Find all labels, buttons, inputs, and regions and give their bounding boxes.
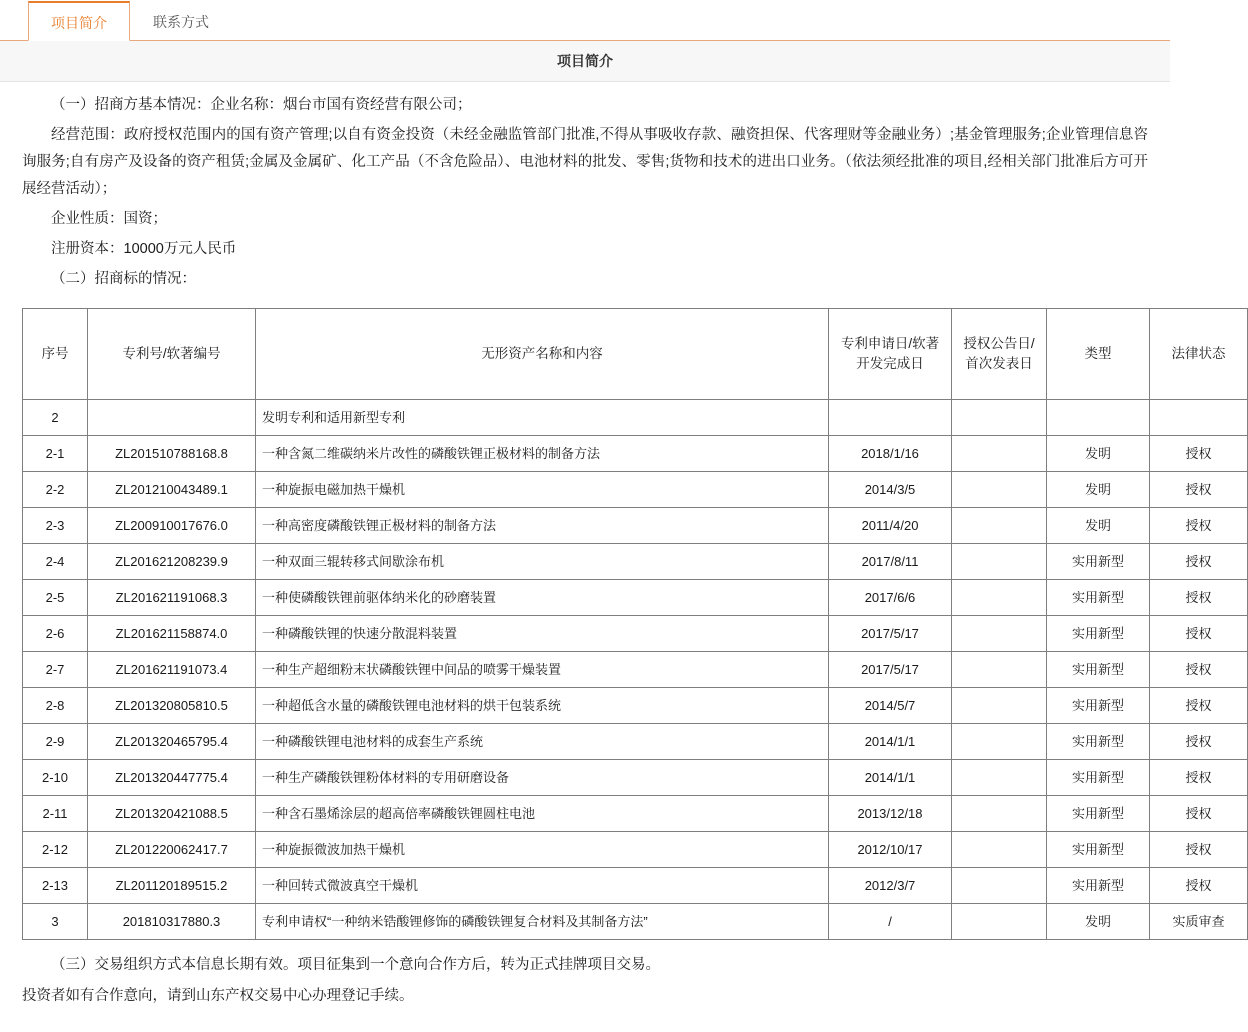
cell-status xyxy=(1150,400,1248,436)
table-row xyxy=(23,904,1248,940)
cell-type: 实用新型 xyxy=(1047,724,1150,760)
tab-project-intro-label: 项目简介 xyxy=(51,15,107,31)
cell-apply-date: 2012/3/7 xyxy=(829,868,952,904)
tab-project-intro[interactable] xyxy=(28,1,130,41)
cell-patent-number: ZL201621158874.0 xyxy=(88,616,256,652)
cell-patent-number xyxy=(88,400,256,436)
cell-type: 实用新型 xyxy=(1047,796,1150,832)
patent-table-body xyxy=(23,400,1248,940)
cell-no: 2-13 xyxy=(23,868,88,904)
intro-paragraph-5: （二）招商标的情况： xyxy=(51,271,196,287)
cell-status: 授权 xyxy=(1150,724,1248,760)
table-row xyxy=(23,580,1248,616)
cell-no: 2-7 xyxy=(23,652,88,688)
col-header-publish-date: 授权公告日/首次发表日 xyxy=(952,309,1047,400)
cell-type: 实用新型 xyxy=(1047,544,1150,580)
cell-asset-name: 一种生产磷酸铁锂粉体材料的专用研磨设备 xyxy=(256,760,829,796)
cell-patent-number: ZL201320465795.4 xyxy=(88,724,256,760)
cell-no: 3 xyxy=(23,904,88,940)
cell-type: 发明 xyxy=(1047,436,1150,472)
tab-bar xyxy=(0,0,1170,41)
cell-status: 授权 xyxy=(1150,796,1248,832)
cell-no: 2-8 xyxy=(23,688,88,724)
cell-publish-date xyxy=(952,796,1047,832)
cell-patent-number: ZL201220062417.7 xyxy=(88,832,256,868)
footer-body xyxy=(0,940,1170,1032)
cell-apply-date: 2012/10/17 xyxy=(829,832,952,868)
cell-asset-name: 一种回转式微波真空干燥机 xyxy=(256,868,829,904)
section-title: 项目简介 xyxy=(0,41,1170,82)
cell-status: 授权 xyxy=(1150,832,1248,868)
table-row xyxy=(23,472,1248,508)
cell-apply-date: 2017/6/6 xyxy=(829,580,952,616)
cell-type xyxy=(1047,400,1150,436)
intro-body xyxy=(0,82,1170,302)
col-header-apply-date: 专利申请日/软著开发完成日 xyxy=(829,309,952,400)
cell-asset-name: 一种使磷酸铁锂前驱体纳米化的砂磨装置 xyxy=(256,580,829,616)
cell-publish-date xyxy=(952,832,1047,868)
cell-no: 2-1 xyxy=(23,436,88,472)
cell-publish-date xyxy=(952,904,1047,940)
cell-apply-date: / xyxy=(829,904,952,940)
cell-asset-name: 一种超低含水量的磷酸铁锂电池材料的烘干包装系统 xyxy=(256,688,829,724)
table-row xyxy=(23,868,1248,904)
cell-publish-date xyxy=(952,544,1047,580)
cell-status: 授权 xyxy=(1150,688,1248,724)
cell-apply-date: 2011/4/20 xyxy=(829,508,952,544)
cell-status: 实质审查 xyxy=(1150,904,1248,940)
cell-patent-number: ZL201320421088.5 xyxy=(88,796,256,832)
patent-table-header xyxy=(23,309,1248,400)
table-row xyxy=(23,832,1248,868)
cell-patent-number: ZL201320805810.5 xyxy=(88,688,256,724)
cell-asset-name: 一种含氮二维碳纳米片改性的磷酸铁锂正极材料的制备方法 xyxy=(256,436,829,472)
cell-no: 2-6 xyxy=(23,616,88,652)
cell-publish-date xyxy=(952,400,1047,436)
table-row xyxy=(23,616,1248,652)
cell-no: 2-12 xyxy=(23,832,88,868)
cell-asset-name: 发明专利和适用新型专利 xyxy=(256,400,829,436)
cell-no: 2-11 xyxy=(23,796,88,832)
cell-publish-date xyxy=(952,652,1047,688)
table-row xyxy=(23,436,1248,472)
cell-type: 实用新型 xyxy=(1047,580,1150,616)
cell-type: 实用新型 xyxy=(1047,652,1150,688)
cell-asset-name: 一种旋振电磁加热干燥机 xyxy=(256,472,829,508)
cell-status: 授权 xyxy=(1150,580,1248,616)
cell-type: 实用新型 xyxy=(1047,832,1150,868)
patent-table-wrapper xyxy=(0,302,1226,940)
cell-patent-number: ZL201510788168.8 xyxy=(88,436,256,472)
cell-publish-date xyxy=(952,760,1047,796)
footer-paragraph-2: 投资者如有合作意向，请到山东产权交易中心办理登记手续。 xyxy=(22,988,414,1004)
cell-no: 2-2 xyxy=(23,472,88,508)
cell-patent-number: ZL201120189515.2 xyxy=(88,868,256,904)
col-header-patent-number: 专利号/软著编号 xyxy=(88,309,256,400)
cell-apply-date: 2014/5/7 xyxy=(829,688,952,724)
intro-paragraph-1: （一）招商方基本情况：企业名称：烟台市国有资经营有限公司； xyxy=(51,97,472,113)
cell-status: 授权 xyxy=(1150,508,1248,544)
cell-asset-name: 一种旋振微波加热干燥机 xyxy=(256,832,829,868)
cell-asset-name: 一种磷酸铁锂的快速分散混料装置 xyxy=(256,616,829,652)
col-header-no: 序号 xyxy=(23,309,88,400)
table-row xyxy=(23,796,1248,832)
intro-paragraph-3: 企业性质：国资； xyxy=(51,211,167,227)
cell-asset-name: 一种磷酸铁锂电池材料的成套生产系统 xyxy=(256,724,829,760)
cell-patent-number: ZL201621191073.4 xyxy=(88,652,256,688)
cell-asset-name: 一种双面三辊转移式间歇涂布机 xyxy=(256,544,829,580)
cell-type: 实用新型 xyxy=(1047,688,1150,724)
cell-publish-date xyxy=(952,616,1047,652)
cell-patent-number: ZL201621191068.3 xyxy=(88,580,256,616)
cell-status: 授权 xyxy=(1150,544,1248,580)
cell-patent-number: 201810317880.3 xyxy=(88,904,256,940)
table-row xyxy=(23,508,1248,544)
cell-publish-date xyxy=(952,472,1047,508)
tab-contact-label: 联系方式 xyxy=(153,14,209,30)
cell-patent-number: ZL201210043489.1 xyxy=(88,472,256,508)
cell-publish-date xyxy=(952,436,1047,472)
cell-apply-date: 2017/8/11 xyxy=(829,544,952,580)
cell-apply-date: 2018/1/16 xyxy=(829,436,952,472)
table-row xyxy=(23,652,1248,688)
cell-patent-number: ZL201621208239.9 xyxy=(88,544,256,580)
cell-no: 2-3 xyxy=(23,508,88,544)
col-header-type: 类型 xyxy=(1047,309,1150,400)
cell-patent-number: ZL201320447775.4 xyxy=(88,760,256,796)
table-row xyxy=(23,760,1248,796)
footer-paragraph-1: （三）交易组织方式本信息长期有效。项目征集到一个意向合作方后，转为正式挂牌项目交易。 xyxy=(51,957,660,973)
cell-asset-name: 专利申请权“一种纳米锆酸锂修饰的磷酸铁锂复合材料及其制备方法” xyxy=(256,904,829,940)
cell-no: 2-4 xyxy=(23,544,88,580)
cell-status: 授权 xyxy=(1150,652,1248,688)
patent-table xyxy=(22,308,1248,940)
cell-apply-date: 2014/3/5 xyxy=(829,472,952,508)
table-row xyxy=(23,688,1248,724)
cell-type: 实用新型 xyxy=(1047,760,1150,796)
cell-type: 实用新型 xyxy=(1047,868,1150,904)
col-header-status: 法律状态 xyxy=(1150,309,1248,400)
cell-no: 2-10 xyxy=(23,760,88,796)
cell-status: 授权 xyxy=(1150,616,1248,652)
cell-asset-name: 一种含石墨烯涂层的超高倍率磷酸铁锂圆柱电池 xyxy=(256,796,829,832)
cell-publish-date xyxy=(952,688,1047,724)
table-row xyxy=(23,544,1248,580)
tab-contact[interactable] xyxy=(130,1,232,41)
cell-type: 发明 xyxy=(1047,472,1150,508)
cell-no: 2 xyxy=(23,400,88,436)
table-row xyxy=(23,724,1248,760)
intro-paragraph-2: 经营范围：政府授权范围内的国有资产管理;以自有资金投资（未经金融监管部门批准,不得从事吸收存款、融资担保、代客理财等金融业务）;基金管理服务;企业管理信息咨询服务;自有房产及设备的资产租赁;金属及金属矿、化工产品（不含危险品）、电池材料的批发、零售;货物和技术的进出口业务。（依法须经批准的项目,经相关部门批准后方可开展经营活动）； xyxy=(22,127,1148,197)
intro-paragraph-4: 注册资本：10000万元人民币 xyxy=(51,241,237,257)
cell-asset-name: 一种高密度磷酸铁锂正极材料的制备方法 xyxy=(256,508,829,544)
col-header-asset-name: 无形资产名称和内容 xyxy=(256,309,829,400)
cell-status: 授权 xyxy=(1150,472,1248,508)
cell-asset-name: 一种生产超细粉末状磷酸铁锂中间品的喷雾干燥装置 xyxy=(256,652,829,688)
table-header-row xyxy=(23,309,1248,400)
cell-apply-date: 2014/1/1 xyxy=(829,724,952,760)
table-row xyxy=(23,400,1248,436)
cell-type: 发明 xyxy=(1047,508,1150,544)
cell-no: 2-5 xyxy=(23,580,88,616)
cell-no: 2-9 xyxy=(23,724,88,760)
cell-patent-number: ZL200910017676.0 xyxy=(88,508,256,544)
cell-publish-date xyxy=(952,580,1047,616)
cell-publish-date xyxy=(952,868,1047,904)
cell-apply-date: 2013/12/18 xyxy=(829,796,952,832)
cell-status: 授权 xyxy=(1150,436,1248,472)
cell-apply-date: 2014/1/1 xyxy=(829,760,952,796)
cell-apply-date: 2017/5/17 xyxy=(829,652,952,688)
cell-type: 发明 xyxy=(1047,904,1150,940)
cell-publish-date xyxy=(952,724,1047,760)
cell-type: 实用新型 xyxy=(1047,616,1150,652)
cell-apply-date: 2017/5/17 xyxy=(829,616,952,652)
cell-apply-date xyxy=(829,400,952,436)
cell-status: 授权 xyxy=(1150,760,1248,796)
cell-publish-date xyxy=(952,508,1047,544)
cell-status: 授权 xyxy=(1150,868,1248,904)
